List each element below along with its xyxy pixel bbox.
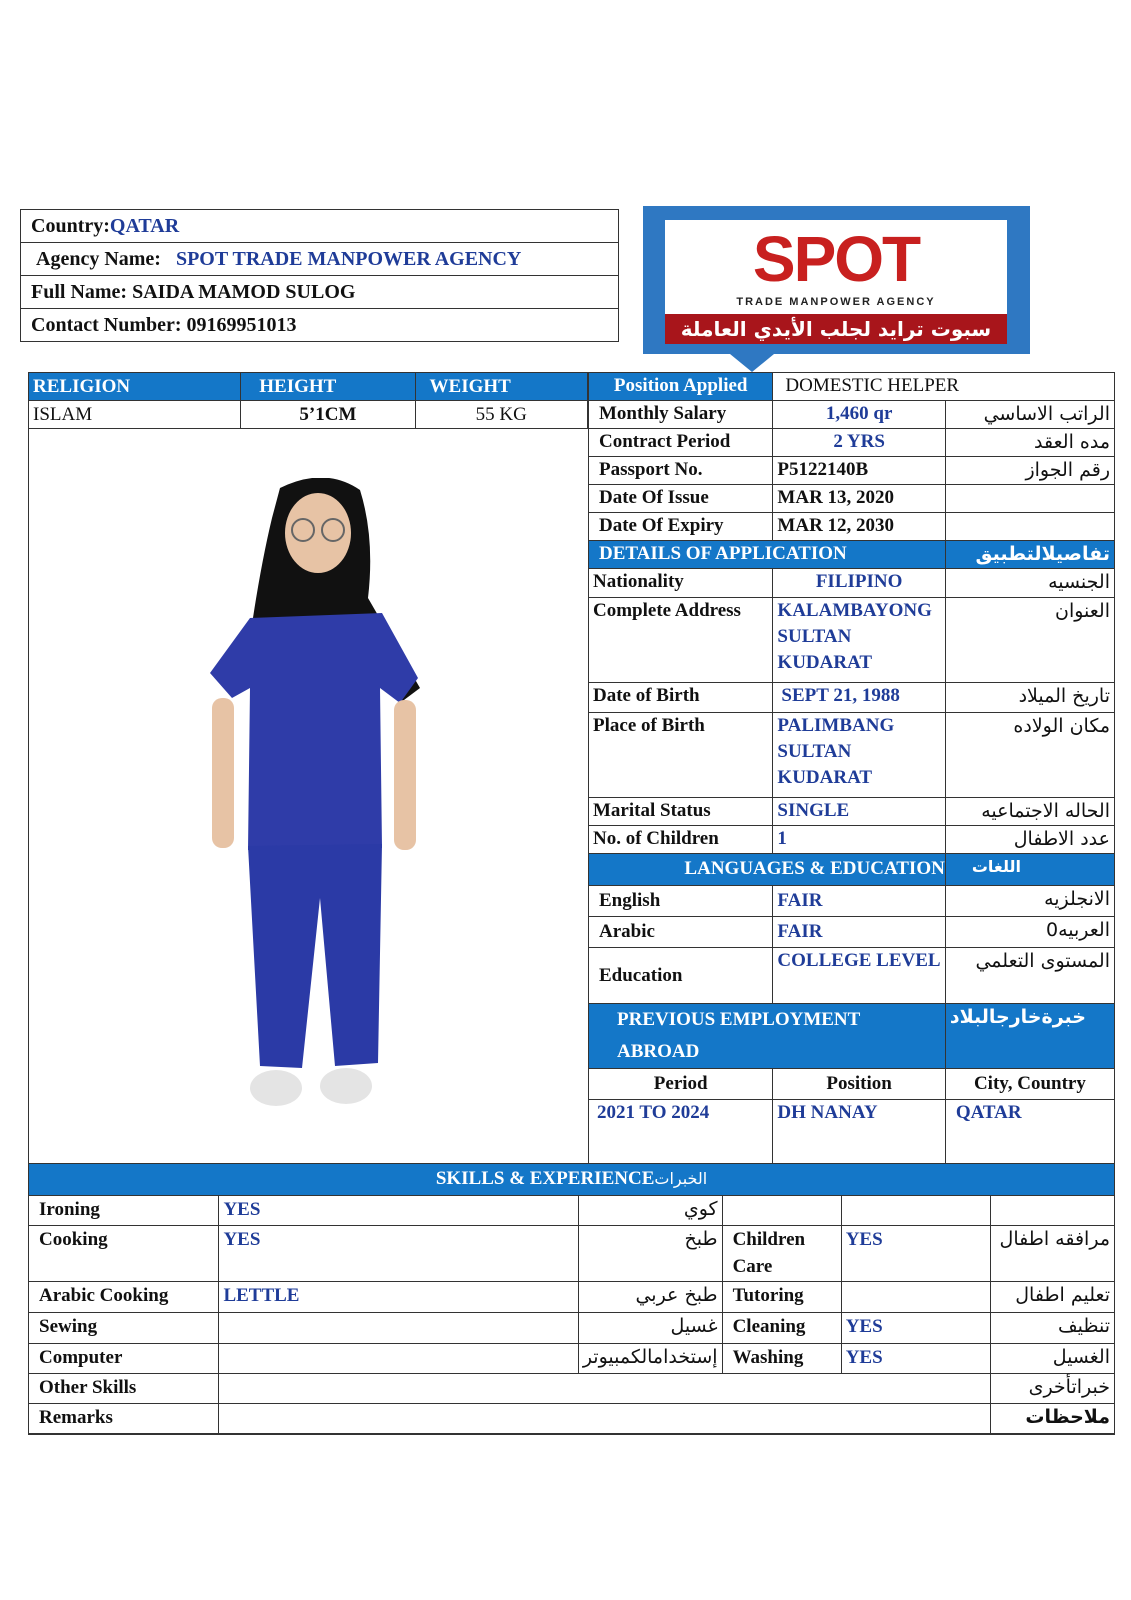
skill-cooking-label: Cooking xyxy=(29,1226,219,1282)
passport-value: P5122140B xyxy=(773,457,945,485)
dob-ar: تاريخ الميلاد xyxy=(945,683,1114,713)
agency-row xyxy=(21,243,619,276)
position-applied-label: Position Applied xyxy=(589,373,773,401)
skill-cleaning-value: YES xyxy=(841,1313,990,1344)
logo-panel xyxy=(665,220,1007,340)
skill-arabic-cooking-value: LETTLE xyxy=(219,1282,578,1313)
skills-title-ar: الخبرات xyxy=(654,1169,708,1188)
skill-tutoring-ar: تعليم اطفال xyxy=(990,1282,1114,1313)
expiry-ar xyxy=(945,513,1114,541)
arabic-label: Arabic xyxy=(589,917,773,948)
physical-table xyxy=(28,372,588,429)
other-skills-value xyxy=(219,1374,990,1404)
address-ar: العنوان xyxy=(945,598,1114,683)
pob-label: Place of Birth xyxy=(589,713,773,798)
contract-value: 2 YRS xyxy=(773,429,945,457)
employment-title: PREVIOUS EMPLOYMENT ABROAD xyxy=(589,1004,946,1069)
education-value: COLLEGE LEVEL xyxy=(773,948,945,1004)
nationality-ar: الجنسيه xyxy=(945,569,1114,598)
skill-sewing-value xyxy=(219,1313,578,1344)
english-label: English xyxy=(589,886,773,917)
contract-label: Contract Period xyxy=(589,429,773,457)
details-title: DETAILS OF APPLICATION xyxy=(589,541,946,569)
languages-title-ar: اللغات xyxy=(945,854,1114,886)
skill-childcare-value: YES xyxy=(841,1226,990,1282)
contract-ar: مده العقد xyxy=(945,429,1114,457)
employment-period-header: Period xyxy=(589,1069,773,1100)
skill-washing-ar: الغسيل xyxy=(990,1344,1114,1374)
skill-tutoring-label: Tutoring xyxy=(722,1282,841,1313)
employment-country-header: City, Country xyxy=(945,1069,1114,1100)
employment-title-ar: خبرةخارجالبلاد xyxy=(945,1004,1114,1069)
education-ar: المستوى التعلمي xyxy=(945,948,1114,1004)
skill-ironing-ar: كوي xyxy=(578,1196,722,1226)
issue-value: MAR 13, 2020 xyxy=(773,485,945,513)
skills-title: SKILLS & EXPERIENCE xyxy=(435,1168,655,1189)
country-label: Country: xyxy=(31,215,110,237)
expiry-value: MAR 12, 2030 xyxy=(773,513,945,541)
skill-childcare-label: Children Care xyxy=(722,1226,841,1282)
arabic-ar: العربيه0 xyxy=(945,917,1114,948)
skills-table xyxy=(28,1163,1115,1434)
skill-sewing-ar: غسيل xyxy=(578,1313,722,1344)
marital-label: Marital Status xyxy=(589,798,773,826)
logo-arabic: سبوت ترايد لجلب الأيدي العاملة xyxy=(665,314,1007,344)
contact-row: Contact Number: 09169951013 xyxy=(21,309,619,342)
children-label: No. of Children xyxy=(589,826,773,854)
dob-label: Date of Birth xyxy=(589,683,773,713)
pob-ar: مكان الولاده xyxy=(945,713,1114,798)
expiry-label: Date Of Expiry xyxy=(589,513,773,541)
logo-tagline: TRADE MANPOWER AGENCY xyxy=(736,296,936,308)
employment-period: 2021 TO 2024 xyxy=(589,1100,773,1170)
details-title-ar: تفاصيلالتطبيق xyxy=(945,541,1114,569)
religion-value: ISLAM xyxy=(29,401,241,429)
nationality-label: Nationality xyxy=(589,569,773,598)
salary-label: Monthly Salary xyxy=(589,401,773,429)
issue-ar xyxy=(945,485,1114,513)
employment-position-header: Position xyxy=(773,1069,945,1100)
skill-cleaning-label: Cleaning xyxy=(722,1313,841,1344)
country-row xyxy=(21,210,619,243)
languages-title: LANGUAGES & EDUCATION xyxy=(589,854,946,886)
skill-computer-ar: إستخدامالكمبيوتر xyxy=(578,1344,722,1374)
height-header: HEIGHT xyxy=(241,373,415,401)
issue-label: Date Of Issue xyxy=(589,485,773,513)
marital-value: SINGLE xyxy=(773,798,945,826)
arabic-value: FAIR xyxy=(773,917,945,948)
nationality-value: FILIPINO xyxy=(773,569,945,598)
skill-right-empty-label xyxy=(722,1196,841,1226)
marital-ar: الحاله الاجتماعيه xyxy=(945,798,1114,826)
remarks-label: Remarks xyxy=(29,1404,219,1434)
children-ar: عدد الاطفال xyxy=(945,826,1114,854)
salary-value: 1,460 qr xyxy=(773,401,945,429)
skill-ironing-value: YES xyxy=(219,1196,578,1226)
agency-value: SPOT TRADE MANPOWER AGENCY xyxy=(175,248,522,270)
application-details-table xyxy=(588,372,1115,1170)
children-value: 1 xyxy=(773,826,945,854)
agency-logo xyxy=(643,206,1030,354)
skill-right-empty-value xyxy=(841,1196,990,1226)
weight-header: WEIGHT xyxy=(415,373,587,401)
skill-cleaning-ar: تنظيف xyxy=(990,1313,1114,1344)
employment-position: DH NANAY xyxy=(773,1100,945,1170)
skill-tutoring-value xyxy=(841,1282,990,1313)
skill-arabic-cooking-label: Arabic Cooking xyxy=(29,1282,219,1313)
logo-pointer xyxy=(730,354,774,372)
skill-arabic-cooking-ar: طبخ عربي xyxy=(578,1282,722,1313)
skill-sewing-label: Sewing xyxy=(29,1313,219,1344)
dob-value: SEPT 21, 1988 xyxy=(773,683,945,713)
skill-washing-label: Washing xyxy=(722,1344,841,1374)
religion-header: RELIGION xyxy=(29,373,241,401)
employment-country: QATAR xyxy=(945,1100,1114,1170)
skill-right-empty-ar xyxy=(990,1196,1114,1226)
other-skills-ar: خبراتأخرى xyxy=(990,1374,1114,1404)
skill-ironing-label: Ironing xyxy=(29,1196,219,1226)
education-label: Education xyxy=(589,948,773,1004)
logo-brand: SPOT xyxy=(752,223,920,295)
skill-cooking-ar: طبخ xyxy=(578,1226,722,1282)
applicant-info-box xyxy=(20,209,619,342)
skill-childcare-ar: مرافقه اطفال xyxy=(990,1226,1114,1282)
skill-cooking-value: YES xyxy=(219,1226,578,1282)
other-skills-label: Other Skills xyxy=(29,1374,219,1404)
passport-ar: رقم الجواز xyxy=(945,457,1114,485)
english-ar: الانجلزيه xyxy=(945,886,1114,917)
position-applied-value: DOMESTIC HELPER xyxy=(773,373,1115,401)
salary-ar: الراتب الاساسي xyxy=(945,401,1114,429)
remarks-ar: ملاحظات xyxy=(990,1404,1114,1434)
passport-label: Passport No. xyxy=(589,457,773,485)
skill-computer-label: Computer xyxy=(29,1344,219,1374)
english-value: FAIR xyxy=(773,886,945,917)
applicant-photo xyxy=(210,478,440,1130)
weight-value: 55 KG xyxy=(415,401,587,429)
country-value: QATAR xyxy=(109,215,180,237)
address-label: Complete Address xyxy=(589,598,773,683)
fullname-row: Full Name: SAIDA MAMOD SULOG xyxy=(21,276,619,309)
skill-computer-value xyxy=(219,1344,578,1374)
remarks-value xyxy=(219,1404,990,1434)
skills-title-cell xyxy=(29,1164,1115,1196)
agency-label: Agency Name: xyxy=(36,248,161,270)
pob-value: PALIMBANG SULTAN KUDARAT xyxy=(773,713,945,798)
skill-washing-value: YES xyxy=(841,1344,990,1374)
height-value: 5’1CM xyxy=(241,401,415,429)
address-value: KALAMBAYONG SULTAN KUDARAT xyxy=(773,598,945,683)
